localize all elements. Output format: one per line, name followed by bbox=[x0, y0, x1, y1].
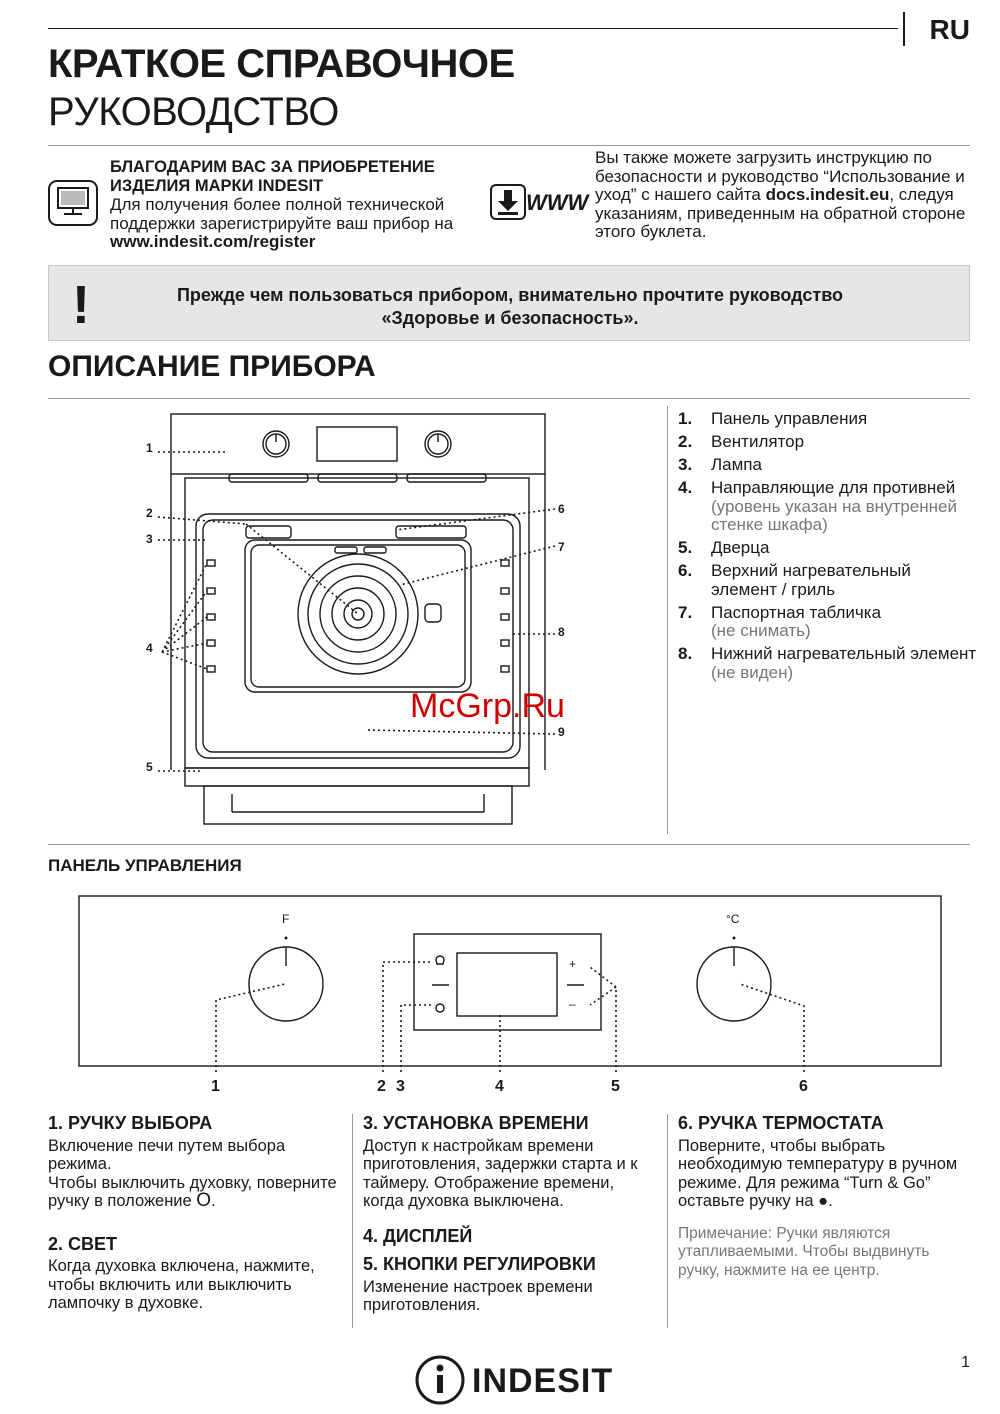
temp-knob-label: °C bbox=[726, 912, 740, 926]
time-setting-text: Доступ к настройкам времени приготовления, задержки старта и к таймеру. Отображение времени, когда духовка выключена. bbox=[363, 1136, 638, 1210]
lang-divider bbox=[903, 12, 905, 46]
callout-7: 7 bbox=[558, 540, 565, 554]
off-position-symbol: O bbox=[196, 1190, 212, 1211]
description-title: ОПИСАНИЕ ПРИБОРА bbox=[48, 350, 376, 383]
thermostat-text bbox=[678, 1137, 973, 1211]
legend-text: Лампа bbox=[711, 455, 762, 474]
legend-num: 4. bbox=[678, 478, 693, 497]
legend-num: 6. bbox=[678, 561, 693, 580]
column-timer bbox=[363, 1114, 658, 1315]
warning-line-1: Прежде чем пользоваться прибором, внимательно прочтите руководство bbox=[176, 285, 844, 305]
legend-item bbox=[678, 410, 978, 429]
column-divider bbox=[667, 1114, 668, 1328]
download-icon bbox=[490, 184, 530, 224]
callout-2: 2 bbox=[146, 506, 153, 520]
heading-light: 2. СВЕТ bbox=[48, 1233, 118, 1254]
panel-callout-5: 5 bbox=[611, 1078, 620, 1095]
callout-9: 9 bbox=[558, 725, 565, 739]
legend-num: 1. bbox=[678, 409, 693, 428]
oven-diagram bbox=[130, 408, 580, 828]
thanks-title: БЛАГОДАРИМ ВАС ЗА ПРИОБРЕТЕНИЕ ИЗДЕЛИЯ МАРКИ INDESIT bbox=[110, 158, 435, 195]
language-code: RU bbox=[929, 14, 970, 45]
legend-text: Нижний нагревательный элемент bbox=[711, 644, 977, 663]
legend-item bbox=[678, 433, 978, 452]
section-rule bbox=[48, 398, 970, 399]
legend-text: Направляющие для противней bbox=[711, 478, 956, 497]
control-panel-diagram bbox=[70, 890, 950, 1100]
legend-note: (не виден) bbox=[711, 662, 794, 682]
callout-1: 1 bbox=[146, 441, 153, 455]
download-text-1: Вы также можете загрузить инструкцию по безопасности и руководство “Использование и уход” с нашего сайта bbox=[595, 148, 965, 204]
heading-time-setting: 3. УСТАНОВКА ВРЕМЕНИ bbox=[363, 1113, 589, 1133]
section-rule bbox=[48, 145, 970, 146]
legend-item bbox=[678, 479, 978, 535]
www-label: WWW bbox=[526, 190, 589, 215]
legend-text: Дверца bbox=[711, 538, 770, 557]
selector-text-2-body: Чтобы выключить духовку, поверните ручку в положение bbox=[48, 1173, 337, 1210]
plus-button-label: + bbox=[569, 957, 577, 971]
selector-text-1: Включение печи путем выбора режима. bbox=[48, 1136, 286, 1173]
download-text bbox=[595, 149, 975, 242]
register-link[interactable]: www.indesit.com/register bbox=[110, 232, 316, 251]
callout-5: 5 bbox=[146, 760, 153, 774]
callout-4: 4 bbox=[146, 641, 153, 655]
callout-8: 8 bbox=[558, 625, 565, 639]
light-text: Когда духовка включена, нажмите, чтобы включить или выключить лампочку в духовке. bbox=[48, 1257, 315, 1312]
legend-text: Вентилятор bbox=[711, 432, 805, 451]
panel-title: ПАНЕЛЬ УПРАВЛЕНИЯ bbox=[48, 856, 242, 875]
computer-icon bbox=[48, 180, 98, 226]
brand-logo: INDESIT bbox=[472, 1362, 614, 1400]
warning-line-2: «Здоровье и безопасность». bbox=[381, 308, 639, 328]
panel-callout-3: 3 bbox=[396, 1078, 405, 1095]
page-number: 1 bbox=[961, 1354, 970, 1371]
thanks-body: Для получения более полной технической поддержки зарегистрируйте ваш прибор на bbox=[110, 195, 454, 233]
legend-num: 2. bbox=[678, 432, 693, 451]
column-thermostat bbox=[678, 1114, 973, 1280]
panel-callout-6: 6 bbox=[799, 1078, 808, 1095]
legend-num: 7. bbox=[678, 602, 693, 622]
page-subtitle: РУКОВОДСТВО bbox=[48, 90, 339, 134]
indesit-logo-icon bbox=[414, 1354, 466, 1406]
legend-num: 5. bbox=[678, 538, 693, 557]
column-selector bbox=[48, 1114, 343, 1313]
legend-text: Паспортная табличка bbox=[711, 602, 882, 622]
selector-text-2 bbox=[48, 1174, 343, 1211]
download-site-link[interactable]: docs.indesit.eu bbox=[765, 185, 890, 204]
exclamation-icon: ! bbox=[72, 275, 90, 335]
panel-callout-4: 4 bbox=[495, 1078, 504, 1095]
legend-item bbox=[678, 456, 978, 475]
legend-item bbox=[678, 604, 978, 641]
legend-num: 3. bbox=[678, 455, 693, 474]
turn-and-go-symbol: ● bbox=[818, 1192, 829, 1210]
section-rule bbox=[48, 844, 970, 845]
mode-knob-label: F bbox=[282, 912, 290, 926]
heading-display: 4. ДИСПЛЕЙ bbox=[363, 1225, 473, 1246]
column-divider bbox=[667, 406, 668, 834]
thermostat-text-end: . bbox=[828, 1192, 833, 1210]
knob-note: Примечание: Ручки являются утапливаемыми. Чтобы выдвинуть ручку, нажмите на ее центр. bbox=[678, 1224, 930, 1279]
thermostat-text-body: Поверните, чтобы выбрать необходимую температуру в ручном режиме. Для режима “Turn & Go” оставьте ручку на bbox=[678, 1136, 958, 1210]
legend-text: Панель управления bbox=[711, 409, 868, 428]
callout-3: 3 bbox=[146, 532, 153, 546]
heading-adjust-buttons: 5. КНОПКИ РЕГУЛИРОВКИ bbox=[363, 1254, 596, 1274]
panel-callout-1: 1 bbox=[211, 1078, 220, 1095]
legend-list bbox=[678, 410, 978, 687]
legend-note: (уровень указан на внутренней стенке шкафа) bbox=[711, 496, 957, 534]
selector-text-2-end: . bbox=[211, 1192, 216, 1210]
adjust-buttons-text: Изменение настроек времени приготовления. bbox=[363, 1277, 593, 1314]
heading-selector-knob: 1. РУЧКУ ВЫБОРА bbox=[48, 1113, 213, 1133]
warning-text bbox=[110, 284, 910, 330]
minus-button-label: – bbox=[569, 997, 576, 1011]
thanks-text bbox=[110, 196, 490, 252]
page-title: КРАТКОЕ СПРАВОЧНОЕ bbox=[48, 42, 515, 86]
download-text-2: , следуя указаниям, приведенным на обратной стороне этого буклета. bbox=[595, 185, 966, 241]
legend-note: (не снимать) bbox=[711, 621, 811, 640]
panel-callout-2: 2 bbox=[377, 1078, 386, 1095]
header-rule bbox=[48, 28, 898, 29]
legend-text: Верхний нагревательный элемент / гриль bbox=[711, 561, 911, 599]
legend-item bbox=[678, 645, 978, 682]
watermark: McGrp.Ru bbox=[410, 687, 565, 725]
legend-num: 8. bbox=[678, 644, 693, 663]
column-divider bbox=[352, 1114, 353, 1328]
legend-item bbox=[678, 562, 978, 599]
heading-thermostat: 6. РУЧКА ТЕРМОСТАТА bbox=[678, 1113, 884, 1133]
legend-item bbox=[678, 539, 978, 558]
callout-6: 6 bbox=[558, 502, 565, 516]
